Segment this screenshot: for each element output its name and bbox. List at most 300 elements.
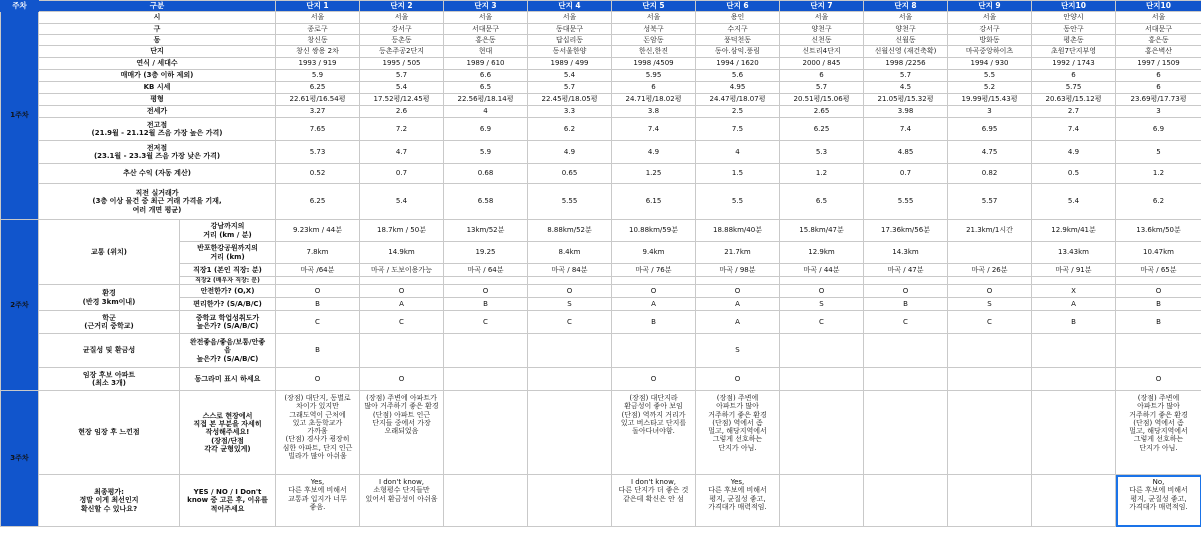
value-cell-si[interactable]: [444, 12, 528, 24]
value-cell-year[interactable]: [360, 58, 444, 70]
value-cell-visit[interactable]: [696, 368, 780, 391]
row-label-high[interactable]: [39, 118, 276, 141]
value-cell-dong[interactable]: [276, 35, 360, 46]
value-cell-safe[interactable]: [864, 285, 948, 298]
value-cell-banpo[interactable]: [696, 242, 780, 264]
value-cell-convenient[interactable]: [696, 298, 780, 311]
value-cell-low[interactable]: [696, 141, 780, 164]
value-cell-balance[interactable]: [1116, 334, 1201, 368]
value-cell-visit[interactable]: [612, 368, 696, 391]
value-cell-high[interactable]: [948, 118, 1032, 141]
value-cell-banpo[interactable]: [1116, 242, 1201, 264]
category-header[interactable]: [39, 1, 276, 12]
value-cell-price[interactable]: [780, 70, 864, 82]
impression-cell[interactable]: [528, 391, 612, 475]
empty-cell[interactable]: [444, 277, 528, 285]
value-cell-recent[interactable]: [444, 184, 528, 220]
value-cell-gu[interactable]: [612, 24, 696, 35]
value-cell-profit[interactable]: [948, 164, 1032, 184]
value-cell-gangnam[interactable]: [1116, 220, 1201, 242]
value-cell-convenient[interactable]: [1116, 298, 1201, 311]
value-cell-year[interactable]: [528, 58, 612, 70]
value-cell-work[interactable]: [864, 264, 948, 277]
value-cell-dong[interactable]: [360, 35, 444, 46]
value-cell-area[interactable]: [1116, 94, 1201, 106]
value-cell-dong[interactable]: [1032, 35, 1116, 46]
value-cell-school[interactable]: [780, 311, 864, 334]
value-cell-gangnam[interactable]: [612, 220, 696, 242]
value-cell-kb[interactable]: [780, 82, 864, 94]
value-cell-work[interactable]: [948, 264, 1032, 277]
value-cell-profit[interactable]: [612, 164, 696, 184]
value-cell-safe[interactable]: [948, 285, 1032, 298]
value-cell-school[interactable]: [1116, 311, 1201, 334]
value-cell-danji[interactable]: [528, 46, 612, 58]
value-cell-kb[interactable]: [276, 82, 360, 94]
value-cell-danji[interactable]: [612, 46, 696, 58]
value-cell-danji[interactable]: [696, 46, 780, 58]
value-cell-gu[interactable]: [360, 24, 444, 35]
value-cell-kb[interactable]: [696, 82, 780, 94]
complex-header[interactable]: [864, 1, 948, 12]
value-cell-balance[interactable]: [612, 334, 696, 368]
value-cell-si[interactable]: [528, 12, 612, 24]
value-cell-balance[interactable]: [948, 334, 1032, 368]
value-cell-high[interactable]: [360, 118, 444, 141]
value-cell-area[interactable]: [444, 94, 528, 106]
value-cell-dong[interactable]: [948, 35, 1032, 46]
value-cell-balance[interactable]: [360, 334, 444, 368]
value-cell-si[interactable]: [696, 12, 780, 24]
value-cell-price[interactable]: [948, 70, 1032, 82]
value-cell-balance[interactable]: [1032, 334, 1116, 368]
value-cell-work[interactable]: [696, 264, 780, 277]
impression-cell[interactable]: [696, 391, 780, 475]
value-cell-si[interactable]: [780, 12, 864, 24]
value-cell-price[interactable]: [276, 70, 360, 82]
value-cell-profit[interactable]: [780, 164, 864, 184]
impression-cell[interactable]: [360, 391, 444, 475]
value-cell-gu[interactable]: [780, 24, 864, 35]
value-cell-area[interactable]: [276, 94, 360, 106]
value-cell-dong[interactable]: [696, 35, 780, 46]
value-cell-banpo[interactable]: [528, 242, 612, 264]
row-label-final[interactable]: [180, 475, 276, 527]
value-cell-recent[interactable]: [612, 184, 696, 220]
value-cell-work[interactable]: [444, 264, 528, 277]
value-cell-recent[interactable]: [1116, 184, 1201, 220]
impression-cell[interactable]: [444, 391, 528, 475]
value-cell-high[interactable]: [612, 118, 696, 141]
empty-cell[interactable]: [780, 277, 864, 285]
value-cell-price[interactable]: [360, 70, 444, 82]
value-cell-area[interactable]: [360, 94, 444, 106]
row-label-jeonse[interactable]: [39, 106, 276, 118]
value-cell-area[interactable]: [1032, 94, 1116, 106]
week-1-label[interactable]: [1, 12, 39, 220]
row-label-area[interactable]: [39, 94, 276, 106]
final-cell[interactable]: [1116, 475, 1201, 527]
value-cell-profit[interactable]: [528, 164, 612, 184]
value-cell-safe[interactable]: [1032, 285, 1116, 298]
value-cell-area[interactable]: [780, 94, 864, 106]
value-cell-high[interactable]: [528, 118, 612, 141]
value-cell-work[interactable]: [528, 264, 612, 277]
value-cell-school[interactable]: [360, 311, 444, 334]
value-cell-year[interactable]: [1116, 58, 1201, 70]
value-cell-safe[interactable]: [444, 285, 528, 298]
value-cell-recent[interactable]: [276, 184, 360, 220]
value-cell-high[interactable]: [1032, 118, 1116, 141]
row-label-danji[interactable]: [39, 46, 276, 58]
value-cell-safe[interactable]: [696, 285, 780, 298]
value-cell-profit[interactable]: [864, 164, 948, 184]
complex-header[interactable]: [1032, 1, 1116, 12]
value-cell-price[interactable]: [444, 70, 528, 82]
value-cell-profit[interactable]: [696, 164, 780, 184]
row-label-banpo[interactable]: [180, 242, 276, 264]
value-cell-visit[interactable]: [948, 368, 1032, 391]
row-label-gu[interactable]: [39, 24, 276, 35]
value-cell-banpo[interactable]: [1032, 242, 1116, 264]
value-cell-danji[interactable]: [948, 46, 1032, 58]
final-cell[interactable]: [696, 475, 780, 527]
value-cell-si[interactable]: [276, 12, 360, 24]
value-cell-kb[interactable]: [1116, 82, 1201, 94]
value-cell-banpo[interactable]: [276, 242, 360, 264]
value-cell-danji[interactable]: [1032, 46, 1116, 58]
group-final[interactable]: [39, 475, 180, 527]
value-cell-high[interactable]: [864, 118, 948, 141]
value-cell-jeonse[interactable]: [276, 106, 360, 118]
impression-cell[interactable]: [780, 391, 864, 475]
value-cell-visit[interactable]: [864, 368, 948, 391]
value-cell-school[interactable]: [696, 311, 780, 334]
row-label-work2[interactable]: [180, 277, 276, 285]
row-label-profit[interactable]: [39, 164, 276, 184]
final-cell[interactable]: [444, 475, 528, 527]
empty-cell[interactable]: [612, 277, 696, 285]
value-cell-visit[interactable]: [780, 368, 864, 391]
row-label-school[interactable]: [180, 311, 276, 334]
value-cell-high[interactable]: [780, 118, 864, 141]
value-cell-price[interactable]: [612, 70, 696, 82]
group-school[interactable]: [39, 311, 180, 334]
value-cell-convenient[interactable]: [528, 298, 612, 311]
value-cell-dong[interactable]: [444, 35, 528, 46]
value-cell-low[interactable]: [948, 141, 1032, 164]
value-cell-kb[interactable]: [864, 82, 948, 94]
value-cell-recent[interactable]: [1032, 184, 1116, 220]
complex-header[interactable]: [528, 1, 612, 12]
impression-cell[interactable]: [1116, 391, 1201, 475]
value-cell-si[interactable]: [1032, 12, 1116, 24]
value-cell-jeonse[interactable]: [612, 106, 696, 118]
value-cell-high[interactable]: [276, 118, 360, 141]
group-balance[interactable]: [39, 334, 180, 368]
row-label-impression[interactable]: [180, 391, 276, 475]
value-cell-safe[interactable]: [612, 285, 696, 298]
value-cell-year[interactable]: [444, 58, 528, 70]
value-cell-school[interactable]: [864, 311, 948, 334]
row-label-kb[interactable]: [39, 82, 276, 94]
value-cell-gangnam[interactable]: [444, 220, 528, 242]
complex-header[interactable]: [1116, 1, 1201, 12]
value-cell-balance[interactable]: [696, 334, 780, 368]
value-cell-banpo[interactable]: [948, 242, 1032, 264]
value-cell-kb[interactable]: [528, 82, 612, 94]
value-cell-high[interactable]: [696, 118, 780, 141]
value-cell-high[interactable]: [444, 118, 528, 141]
complex-header[interactable]: [360, 1, 444, 12]
value-cell-low[interactable]: [360, 141, 444, 164]
value-cell-recent[interactable]: [780, 184, 864, 220]
final-cell[interactable]: [528, 475, 612, 527]
row-label-balance[interactable]: [180, 334, 276, 368]
value-cell-year[interactable]: [864, 58, 948, 70]
value-cell-kb[interactable]: [360, 82, 444, 94]
value-cell-gu[interactable]: [1032, 24, 1116, 35]
value-cell-banpo[interactable]: [864, 242, 948, 264]
value-cell-low[interactable]: [1116, 141, 1201, 164]
empty-cell[interactable]: [948, 277, 1032, 285]
value-cell-work[interactable]: [612, 264, 696, 277]
week-header[interactable]: [1, 1, 39, 12]
value-cell-balance[interactable]: [780, 334, 864, 368]
value-cell-gu[interactable]: [1116, 24, 1201, 35]
value-cell-gu[interactable]: [696, 24, 780, 35]
empty-cell[interactable]: [360, 277, 444, 285]
empty-cell[interactable]: [696, 277, 780, 285]
value-cell-danji[interactable]: [444, 46, 528, 58]
value-cell-banpo[interactable]: [444, 242, 528, 264]
row-label-year[interactable]: [39, 58, 276, 70]
value-cell-work[interactable]: [276, 264, 360, 277]
value-cell-gu[interactable]: [276, 24, 360, 35]
value-cell-price[interactable]: [1116, 70, 1201, 82]
value-cell-area[interactable]: [696, 94, 780, 106]
value-cell-dong[interactable]: [612, 35, 696, 46]
value-cell-danji[interactable]: [864, 46, 948, 58]
value-cell-balance[interactable]: [276, 334, 360, 368]
value-cell-si[interactable]: [1116, 12, 1201, 24]
value-cell-recent[interactable]: [864, 184, 948, 220]
value-cell-danji[interactable]: [276, 46, 360, 58]
value-cell-low[interactable]: [276, 141, 360, 164]
row-label-work[interactable]: [180, 264, 276, 277]
value-cell-safe[interactable]: [528, 285, 612, 298]
empty-cell[interactable]: [1116, 277, 1201, 285]
value-cell-kb[interactable]: [444, 82, 528, 94]
group-visit[interactable]: [39, 368, 180, 391]
row-label-recent[interactable]: [39, 184, 276, 220]
value-cell-gangnam[interactable]: [276, 220, 360, 242]
value-cell-profit[interactable]: [444, 164, 528, 184]
value-cell-area[interactable]: [528, 94, 612, 106]
value-cell-price[interactable]: [528, 70, 612, 82]
value-cell-visit[interactable]: [528, 368, 612, 391]
value-cell-jeonse[interactable]: [948, 106, 1032, 118]
value-cell-low[interactable]: [1032, 141, 1116, 164]
value-cell-visit[interactable]: [444, 368, 528, 391]
empty-cell[interactable]: [1032, 277, 1116, 285]
value-cell-year[interactable]: [612, 58, 696, 70]
value-cell-gu[interactable]: [948, 24, 1032, 35]
value-cell-school[interactable]: [948, 311, 1032, 334]
value-cell-work[interactable]: [360, 264, 444, 277]
value-cell-profit[interactable]: [360, 164, 444, 184]
value-cell-convenient[interactable]: [864, 298, 948, 311]
row-label-price[interactable]: [39, 70, 276, 82]
empty-cell[interactable]: [276, 277, 360, 285]
value-cell-jeonse[interactable]: [1116, 106, 1201, 118]
value-cell-kb[interactable]: [612, 82, 696, 94]
value-cell-profit[interactable]: [1032, 164, 1116, 184]
row-label-convenient[interactable]: [180, 298, 276, 311]
value-cell-convenient[interactable]: [780, 298, 864, 311]
value-cell-year[interactable]: [696, 58, 780, 70]
final-cell[interactable]: [612, 475, 696, 527]
value-cell-price[interactable]: [864, 70, 948, 82]
week-3-label[interactable]: [1, 391, 39, 527]
value-cell-kb[interactable]: [948, 82, 1032, 94]
impression-cell[interactable]: [612, 391, 696, 475]
complex-header[interactable]: [696, 1, 780, 12]
value-cell-area[interactable]: [612, 94, 696, 106]
value-cell-convenient[interactable]: [276, 298, 360, 311]
group-env[interactable]: [39, 285, 180, 311]
value-cell-jeonse[interactable]: [696, 106, 780, 118]
value-cell-jeonse[interactable]: [444, 106, 528, 118]
value-cell-gangnam[interactable]: [948, 220, 1032, 242]
value-cell-safe[interactable]: [1116, 285, 1201, 298]
value-cell-gangnam[interactable]: [696, 220, 780, 242]
value-cell-si[interactable]: [360, 12, 444, 24]
value-cell-year[interactable]: [1032, 58, 1116, 70]
value-cell-convenient[interactable]: [360, 298, 444, 311]
value-cell-balance[interactable]: [444, 334, 528, 368]
value-cell-low[interactable]: [780, 141, 864, 164]
value-cell-convenient[interactable]: [444, 298, 528, 311]
value-cell-area[interactable]: [864, 94, 948, 106]
group-traffic[interactable]: [39, 220, 180, 285]
value-cell-recent[interactable]: [360, 184, 444, 220]
value-cell-recent[interactable]: [948, 184, 1032, 220]
row-label-safe[interactable]: [180, 285, 276, 298]
value-cell-gangnam[interactable]: [360, 220, 444, 242]
value-cell-school[interactable]: [612, 311, 696, 334]
value-cell-school[interactable]: [444, 311, 528, 334]
value-cell-price[interactable]: [1032, 70, 1116, 82]
value-cell-gu[interactable]: [864, 24, 948, 35]
value-cell-kb[interactable]: [1032, 82, 1116, 94]
value-cell-dong[interactable]: [1116, 35, 1201, 46]
empty-cell[interactable]: [528, 277, 612, 285]
final-cell[interactable]: [780, 475, 864, 527]
value-cell-year[interactable]: [276, 58, 360, 70]
value-cell-gangnam[interactable]: [780, 220, 864, 242]
value-cell-school[interactable]: [528, 311, 612, 334]
value-cell-profit[interactable]: [276, 164, 360, 184]
value-cell-work[interactable]: [780, 264, 864, 277]
impression-cell[interactable]: [864, 391, 948, 475]
value-cell-visit[interactable]: [276, 368, 360, 391]
value-cell-jeonse[interactable]: [360, 106, 444, 118]
value-cell-safe[interactable]: [360, 285, 444, 298]
value-cell-si[interactable]: [948, 12, 1032, 24]
value-cell-recent[interactable]: [696, 184, 780, 220]
row-label-gangnam[interactable]: [180, 220, 276, 242]
value-cell-convenient[interactable]: [1032, 298, 1116, 311]
value-cell-low[interactable]: [612, 141, 696, 164]
value-cell-dong[interactable]: [528, 35, 612, 46]
value-cell-danji[interactable]: [1116, 46, 1201, 58]
value-cell-school[interactable]: [276, 311, 360, 334]
value-cell-low[interactable]: [864, 141, 948, 164]
row-label-visit[interactable]: [180, 368, 276, 391]
value-cell-safe[interactable]: [276, 285, 360, 298]
value-cell-convenient[interactable]: [612, 298, 696, 311]
value-cell-work[interactable]: [1032, 264, 1116, 277]
value-cell-jeonse[interactable]: [864, 106, 948, 118]
value-cell-jeonse[interactable]: [528, 106, 612, 118]
value-cell-gangnam[interactable]: [1032, 220, 1116, 242]
group-impression[interactable]: [39, 391, 180, 475]
value-cell-balance[interactable]: [864, 334, 948, 368]
value-cell-jeonse[interactable]: [780, 106, 864, 118]
complex-header[interactable]: [444, 1, 528, 12]
value-cell-dong[interactable]: [864, 35, 948, 46]
value-cell-convenient[interactable]: [948, 298, 1032, 311]
value-cell-year[interactable]: [780, 58, 864, 70]
value-cell-price[interactable]: [696, 70, 780, 82]
value-cell-jeonse[interactable]: [1032, 106, 1116, 118]
value-cell-low[interactable]: [528, 141, 612, 164]
final-cell[interactable]: [360, 475, 444, 527]
value-cell-year[interactable]: [948, 58, 1032, 70]
value-cell-danji[interactable]: [780, 46, 864, 58]
complex-header[interactable]: [276, 1, 360, 12]
value-cell-banpo[interactable]: [360, 242, 444, 264]
value-cell-dong[interactable]: [780, 35, 864, 46]
final-cell[interactable]: [948, 475, 1032, 527]
week-2-label[interactable]: [1, 220, 39, 391]
value-cell-gu[interactable]: [528, 24, 612, 35]
final-cell[interactable]: [276, 475, 360, 527]
impression-cell[interactable]: [1032, 391, 1116, 475]
empty-cell[interactable]: [864, 277, 948, 285]
value-cell-banpo[interactable]: [612, 242, 696, 264]
value-cell-danji[interactable]: [360, 46, 444, 58]
impression-cell[interactable]: [276, 391, 360, 475]
value-cell-safe[interactable]: [780, 285, 864, 298]
final-cell[interactable]: [864, 475, 948, 527]
value-cell-profit[interactable]: [1116, 164, 1201, 184]
value-cell-recent[interactable]: [528, 184, 612, 220]
row-label-si[interactable]: [39, 12, 276, 24]
complex-header[interactable]: [612, 1, 696, 12]
value-cell-visit[interactable]: [360, 368, 444, 391]
complex-header[interactable]: [948, 1, 1032, 12]
value-cell-si[interactable]: [612, 12, 696, 24]
value-cell-school[interactable]: [1032, 311, 1116, 334]
impression-cell[interactable]: [948, 391, 1032, 475]
value-cell-low[interactable]: [444, 141, 528, 164]
value-cell-work[interactable]: [1116, 264, 1201, 277]
final-cell[interactable]: [1032, 475, 1116, 527]
value-cell-visit[interactable]: [1116, 368, 1201, 391]
complex-header[interactable]: [780, 1, 864, 12]
